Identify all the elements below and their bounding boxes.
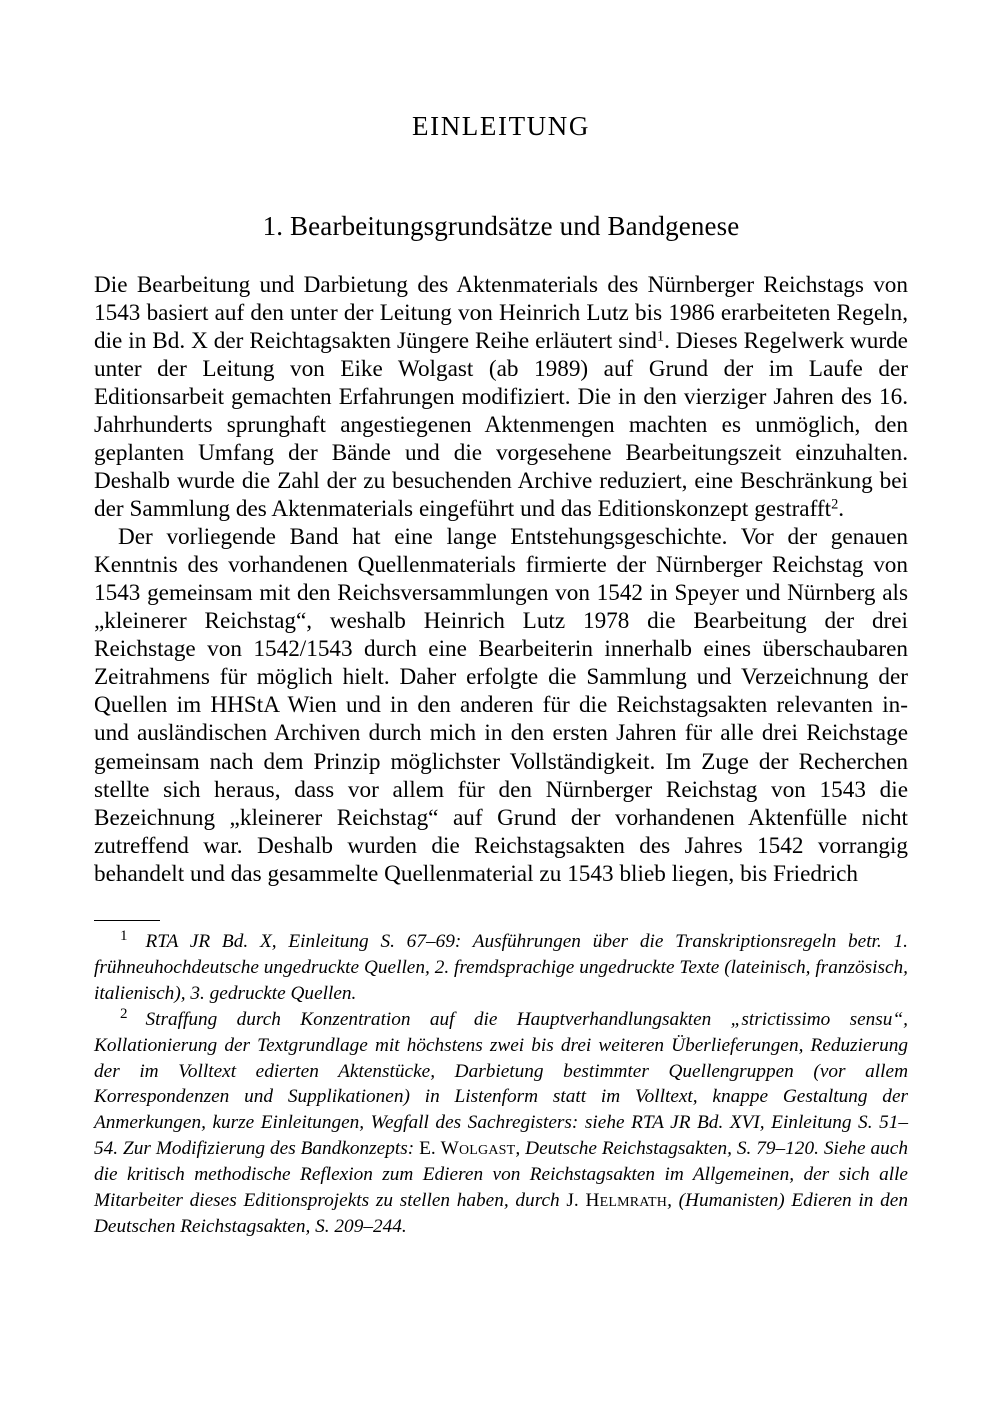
footnote-2-text-b: , Deutsche Reichstagsakten, S. 79–120. Siehe auch die kritisch methodische Reflexion zum Edieren von Reichstagsakten im Allgemeinen, der sich alle Mitarbeiter dieses Editionsprojekts zu stellen haben, durch [94,1138,908,1212]
footnote-reference-2[interactable]: 2 [831,496,839,513]
section-heading: 1. Bearbeitungsgrundsätze und Bandgenese [262,210,740,241]
footnote-2-author-1-name: Wolgast [440,1138,516,1160]
footnote-2-author-2-initial: J. [566,1190,579,1212]
footnote-2-author-2-name: Helmrath [585,1190,668,1212]
footnote-reference-1[interactable]: 1 [656,328,665,345]
footnote-2-author-1-initial: E. [419,1138,436,1160]
paragraph-1-text-b: . Dieses Regelwerk wurde unter der Leitung von Eike Wolgast (ab 1989) auf Grund der im Laufe der Editionsarbeit gemachten Erfahrungen modifiziert. Die in den vierziger Jahren des 16. Jahrhunderts sprunghaft angestiegenen Aktenmengen machten es unmöglich, den geplanten Umfang der Bände und die vorgesehene Bearbeitungszeit einzuhalten. Deshalb wurde die Zahl der zu besuchenden Archive reduziert, eine Beschränkung bei der Sammlung des Aktenmaterials eingeführt und das Editionskonzept gestrafft [94,327,908,523]
page-content [94,0,908,888]
body-text [94,271,908,888]
footnote-2-text-c: , (Humanisten) Edieren in den Deutschen Reichstagsakten, S. 209–244. [94,1190,908,1237]
paragraph-2: Der vorliegende Band hat eine lange Entstehungsgeschichte. Vor der genauen Kenntnis des vorhandenen Quellenmaterials firmierte der Nürnberger Reichstag von 1543 gemeinsam mit den Reichsversammlungen von 1542 in Speyer und Nürnberg als „kleinerer Reichstag“, weshalb Heinrich Lutz 1978 die Bearbeitung der drei Reichstage von 1542/1543 durch eine Bearbeiterin innerhalb eines überschaubaren Zeitrahmens für möglich hielt. Daher erfolgte die Sammlung und Verzeichnung der Quellen im HHStA Wien und in den anderen für die Reichstagsakten relevanten in- und ausländischen Archiven durch mich in den ersten Jahren für alle drei Reichstage gemeinsam nach dem Prinzip möglichster Vollständigkeit. Im Zuge der Recherchen stellte sich heraus, dass vor allem für den Nürnberger Reichstag von 1543 die Bezeichnung „kleinerer Reichstag“ auf Grund der vorhandenen Aktenfülle nicht zutreffend war. Deshalb wurden die Reichstagsakten des Jahres 1542 vorrangig behandelt und das gesammelte Quellenmaterial zu 1543 blieb liegen, bis Friedrich [94,524,908,887]
paragraph-1 [94,271,908,523]
footnote-area [94,920,908,1240]
footnote-2-number: 2 [120,1005,128,1022]
footnote-1-number: 1 [120,927,128,944]
footnote-2-text-a: Straffung durch Konzentration auf die Hauptverhandlungsakten „strictissimo sensu“, Kollationierung der Textgrundlage mit höchstens zwei bis drei weiteren Überlieferungen, Reduzierung der im Volltext edierten Aktenstücke, Darbietung bestimmter Quellengruppen (vor allem Korrespondenzen und Supplikationen) in Listenform statt im Volltext, knappe Gestaltung der Anmerkungen, kurze Einleitungen, Wegfall des Sachregisters: siehe RTA JR Bd. XVI, Einleitung S. 51–54. Zur Modifizierung des Bandkonzepts: [94,1008,908,1160]
footnote-1-text: RTA JR Bd. X, Einleitung S. 67–69: Ausführungen über die Transkriptionsregeln betr. 1. frühneuhochdeutsche ungedruckte Quellen, 2. fremdsprachige ungedruckte Texte (lateinisch, französisch, italienisch), 3. gedruckte Quellen. [94,931,908,1004]
page-title: EINLEITUNG [412,111,590,141]
paragraph-1-text-c: . [838,496,845,523]
footnote-2 [94,1007,908,1240]
footnote-separator-rule [94,920,160,921]
paragraph-1-text-a: Die Bearbeitung und Darbietung des Aktenmaterials des Nürnberger Reichstags von 1543 basiert auf den unter der Leitung von Heinrich Lutz bis 1986 erarbeiteten Regeln, die in Bd. X der Reichtagsakten Jüngere Reihe erläutert sind [94,271,908,354]
footnote-1 [94,929,908,1007]
